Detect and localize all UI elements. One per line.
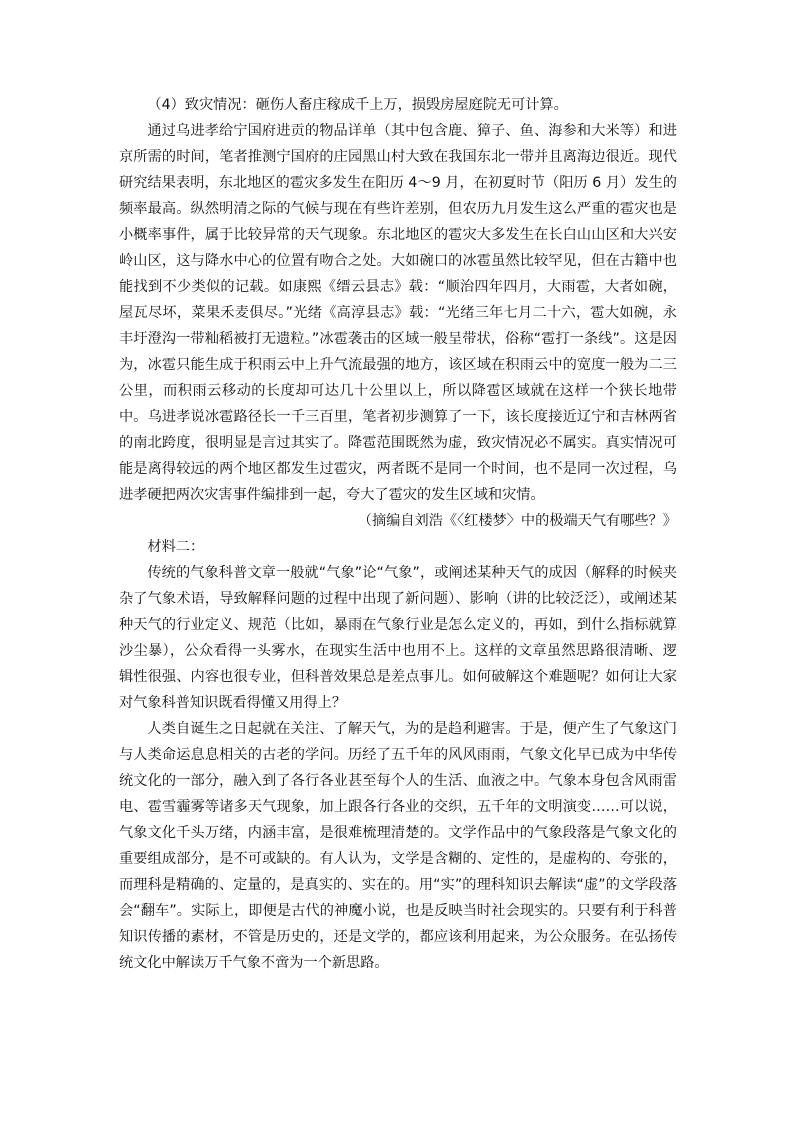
source-citation: （摘编自刘浩《〈红楼梦〉中的极端天气有哪些？》 [357,513,677,529]
paragraph-weather-culture: 人类自诞生之日起就在关注、了解天气，为的是趋利避害。于是，便产生了气象这门与人类命运息息相关的古老的学问。历经了五千年的风风雨雨，气象文化早已成为中华传统文化的一部分，融入到了各行各业甚至每个人的生活、血液之中。气象本身包含风雨雷电、雹雪霾雾等诸多天气现象，加上跟各行各业的交织，五千年的文明演变……可以说，气象文化千头万绪，内涵丰富，是很难梳理清楚的。文学作品中的气象段落是气象文化的重要组成部分，是不可或缺的。有人认为，文学是含糊的、定性的，是虚构的、夸张的，而理科是精确的、定量的，是真实的、实在的。用“实”的理科知识去解读“虚”的文学段落会“翻车”。实际上，即便是古代的神魔小说，也是反映当时社会现实的。只要有利于科普知识传播的素材，不管是历史的，还是文学的，都应该利用起来，为公众服务。在弘扬传统文化中解读万千气象不啻为一个新思路。 [119,721,677,971]
material-two-heading: 材料二： [147,539,205,555]
paragraph-traditional-science: 传统的气象科普文章一般就“气象”论“气象”，或阐述某种天气的成因（解释的时候夹杂了气象术语，导致解释问题的过程中出现了新问题）、影响（讲的比较泛泛），或阐述某种天气的行业定义、规范（比如，暴雨在气象行业是怎么定义的，再如，到什么指标就算沙尘暴），公众看得一头雾水，在现实生活中也用不上。这样的文章虽然思路很清晰、逻辑性很强、内容也很专业，但科普效果总是差点事儿。如何破解这个难题呢？如何让大家对气象科普知识既看得懂又用得上？ [119,565,677,711]
paragraph-disaster-situation: （4）致灾情况：砸伤人畜庄稼成千上万，损毁房屋庭院无可计算。 [147,97,568,113]
document-page [119,92,677,976]
paragraph-hail-analysis: 通过乌进孝给宁国府进贡的物品详单（其中包含鹿、獐子、鱼、海参和大米等）和进京所需的时间，笔者推测宁国府的庄园黑山村大致在我国东北一带并且离海边很近。现代研究结果表明，东北地区的雹灾多发生在阳历 4～9 月，在初夏时节（阳历 6 月）发生的频率最高。纵然明清之际的气候与现在有些许差别，但农历九月发生这么严重的雹灾也是小概率事件，属于比较异常的天气现象。东北地区的雹灾大多发生在长白山山区和大兴安岭山区，这与降水中心的位置有吻合之处。大如碗口的冰雹虽然比较罕见，但在古籍中也能找到不少类似的记载。如康熙《缙云县志》载：“顺治四年四月，大雨雹，大者如碗，屋瓦尽坏，菜果禾麦俱尽。”光绪《高淳县志》载：“光绪三年七月二十六，雹大如碗，永丰圩澄沟一带籼稻被打无遗粒。”冰雹袭击的区域一般呈带状，俗称“雹打一条线”。这是因为，冰雹只能生成于积雨云中上升气流最强的地方，该区域在积雨云中的宽度一般为二三公里，而积雨云移动的长度却可达几十公里以上，所以降雹区域就在这样一个狭长地带中。乌进孝说冰雹路径长一千三百里，笔者初步测算了一下，该长度接近辽宁和吉林两省的南北跨度，很明显是言过其实了。降雹范围既然为虚，致灾情况必不属实。真实情况可能是离得较远的两个地区都发生过雹灾，两者既不是同一个时间，也不是同一次过程，乌进孝硬把两次灾害事件编排到一起，夸大了雹灾的发生区域和灾情。 [119,123,677,503]
